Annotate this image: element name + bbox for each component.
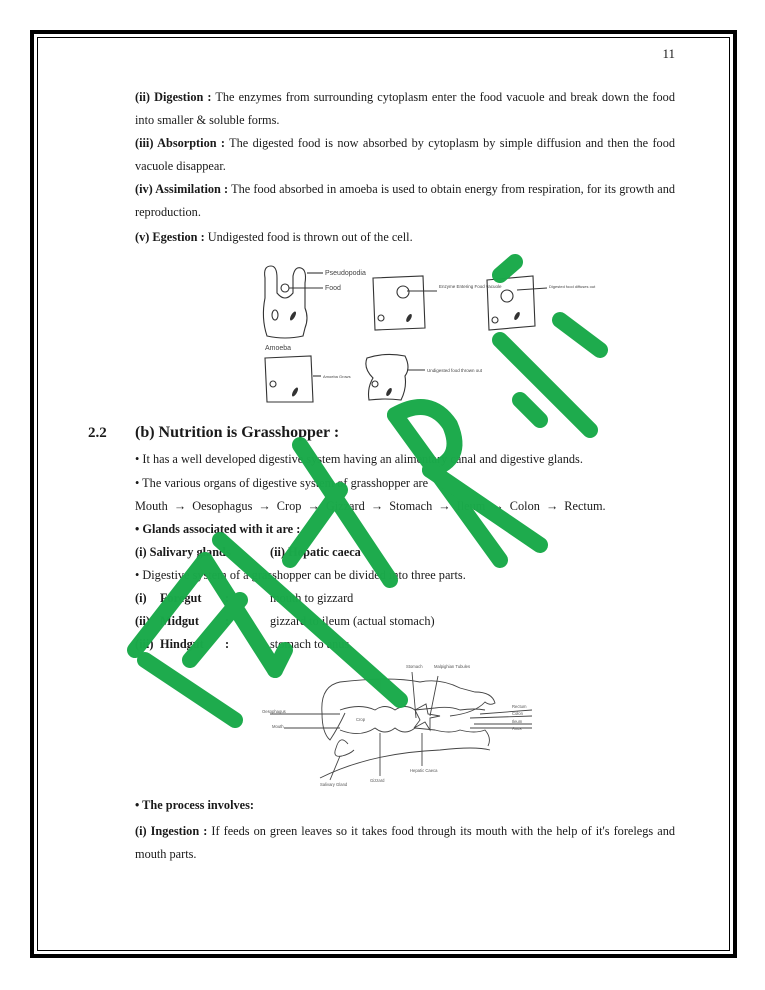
process-ingestion bbox=[135, 820, 675, 866]
ingestion-label: (i) Ingestion : bbox=[135, 824, 208, 838]
part-name: Foregut bbox=[160, 591, 202, 605]
section-number: 2.2 bbox=[88, 425, 107, 441]
step-label: (iii) Absorption : bbox=[135, 136, 225, 150]
bullet-organs: • The various organs of digestive system of grasshopper are bbox=[135, 476, 429, 490]
label-amoeba: Amoeba bbox=[265, 345, 292, 352]
label-food: Food bbox=[325, 285, 341, 292]
part-sep: : bbox=[225, 614, 230, 628]
step-assimilation bbox=[135, 178, 675, 224]
step-label: (ii) Digestion : bbox=[135, 90, 212, 104]
label-hepatic: Hepatic Caeca bbox=[410, 768, 438, 773]
step-text: The food absorbed in amoeba is used to obtain energy from respiration, for its growth and reproduction. bbox=[135, 182, 675, 219]
step-absorption bbox=[135, 132, 675, 178]
label-malpighian: Malpighian Tubules bbox=[434, 664, 471, 669]
gland-salivary: (i) Salivary glands bbox=[135, 545, 231, 559]
label-gizzard: Gizzard bbox=[370, 778, 385, 783]
parts-intro: • Digestive system of a grasshopper can be divided into three parts. bbox=[135, 568, 466, 582]
process-heading: • The process involves: bbox=[135, 798, 254, 812]
part-desc: mouth to gizzard bbox=[270, 591, 354, 605]
step-digestion bbox=[135, 86, 675, 132]
step-text: The enzymes from surrounding cytoplasm enter the food vacuole and break down the food into smaller & soluble forms. bbox=[135, 90, 675, 127]
label-digested: Digested food diffuses out bbox=[549, 284, 596, 289]
label-pseudopodia: Pseudopodia bbox=[325, 270, 366, 277]
part-desc: stomach to anus. bbox=[270, 637, 353, 651]
step-egestion bbox=[135, 226, 675, 249]
ingestion-text: If feeds on green leaves so it takes food through its mouth with the help of it's forelegs and mouth parts. bbox=[135, 824, 675, 861]
section-title: (b) Nutrition is Grasshopper : bbox=[135, 424, 340, 441]
label-enzyme: Enzyme Entering Food vacuole bbox=[439, 284, 502, 289]
grasshopper-digestive-figure bbox=[260, 658, 540, 790]
label-ileum: Ileum bbox=[512, 719, 523, 724]
label-anus: Anus bbox=[512, 726, 522, 731]
part-name: Midgut bbox=[160, 614, 199, 628]
label-mouth: Mouth bbox=[272, 724, 284, 729]
bullet-digestive-system: • It has a well developed digestive system having an alimentary canal and digestive glands. bbox=[135, 452, 583, 466]
part-num: (i) bbox=[135, 591, 147, 605]
gland-hepatic: (ii) Hepatic caeca bbox=[270, 545, 361, 559]
step-label: (v) Egestion : bbox=[135, 230, 205, 244]
label-undigested: Undigested food thrown out bbox=[427, 368, 483, 373]
grasshopper-diagram-icon bbox=[260, 658, 540, 790]
part-num: (iii) bbox=[135, 637, 154, 651]
amoeba-nutrition-figure bbox=[255, 258, 625, 403]
label-rectum: Rectum bbox=[512, 704, 527, 709]
amoeba-diagram-icon bbox=[255, 258, 625, 403]
part-sep: : bbox=[225, 591, 230, 605]
organ-chain: Mouth → Oesophagus → Crop → Gizzard → Stomach → Ileum → Colon → Rectum. bbox=[135, 499, 606, 513]
label-salivary: Salivary Gland bbox=[320, 782, 348, 787]
part-desc: gizzard to ileum (actual stomach) bbox=[270, 614, 435, 628]
part-name: Hindgut bbox=[160, 637, 204, 651]
page-number: 11 bbox=[662, 46, 675, 61]
label-colon: Colon bbox=[512, 711, 523, 716]
part-num: (ii) bbox=[135, 614, 151, 628]
glands-heading: • Glands associated with it are : bbox=[135, 522, 301, 536]
label-stomach: Stomach bbox=[406, 664, 423, 669]
label-grows: Amoeba Grows bbox=[323, 374, 351, 379]
step-text: Undigested food is thrown out of the cell. bbox=[207, 230, 413, 244]
label-crop: Crop bbox=[356, 717, 366, 722]
step-text: The digested food is now absorbed by cytoplasm by simple diffusion and then the food vacuole disappear. bbox=[135, 136, 675, 173]
part-sep: : bbox=[225, 637, 230, 651]
label-oesophagus: Oesophagus bbox=[262, 709, 286, 714]
step-label: (iv) Assimilation : bbox=[135, 182, 229, 196]
